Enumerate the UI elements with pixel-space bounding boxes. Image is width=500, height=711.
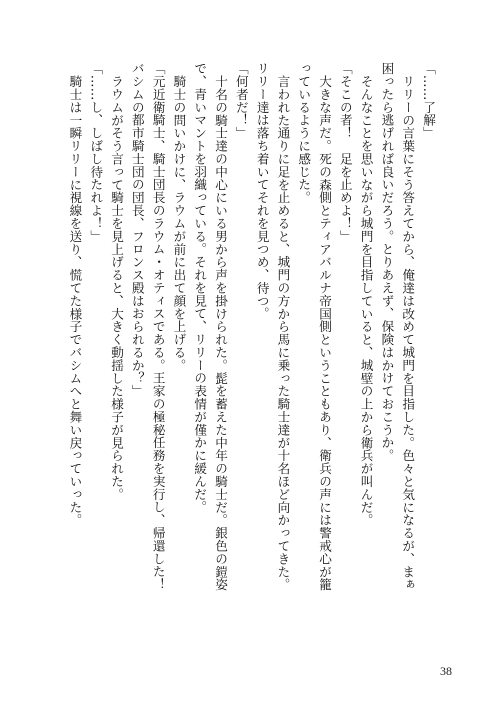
- paragraph-8: 十名の騎士達の中心にいる男から声を掛けられた。髭を蓄えた中年の騎士だ。銀色の鎧姿で、青いマントを羽織っている。それを見て、リリーの表情が僅かに緩んだ。: [192, 62, 229, 591]
- paragraph-13: 騎士は一瞬リリーに視線を送り、慌てた様子でバシムへと舞い戻っていった。: [67, 74, 83, 527]
- paragraph-2: リリーの言葉にそう答えてから、俺達は改めて城門を目指した。色々と気になるが、まぁ困ったら逃げれば良いだろう。とりあえず、保険はかけておこうか。: [379, 62, 416, 591]
- page-number: 38: [440, 664, 452, 678]
- paragraph-4: 「そこの者！ 足を止めよ！」: [337, 62, 353, 243]
- paragraph-12: 「……し、しばし待たれよ！」: [88, 62, 104, 243]
- paragraph-6: 言われた通りに足を止めると、城門の方から馬に乗った騎士達が十名ほど向かってきた。リリー達は落ち着いてそれを見つめ、待つ。: [254, 62, 291, 591]
- vertical-text-body: [58, 62, 438, 604]
- paragraph-10: 「元近衛騎士、騎士団長のラウム・オティスである。王家の極秘任務を実行し、帰還した！ バシムの都市騎士団の団長、フロンス殿はおられるか？」: [129, 62, 166, 604]
- paragraph-1: 「……了解」: [421, 62, 436, 140]
- paragraph-5: 大きな声だ。死の森側とティアバルナ帝国側ということもあり、衛兵の声には警戒心が籠っているように感じた。: [296, 62, 333, 591]
- paragraph-11: ラウムがそう言って騎士を見上げると、大きく動揺した様子が見られた。: [109, 74, 125, 501]
- paragraph-9: 騎士の問いかけに、ラウムが前に出て顔を上げる。: [171, 74, 187, 372]
- paragraph-7: 「何者だ！」: [233, 62, 249, 140]
- paragraph-3: そんなことを思いながら城門を目指していると、城壁の上から衛兵が叫んだ。: [358, 74, 374, 527]
